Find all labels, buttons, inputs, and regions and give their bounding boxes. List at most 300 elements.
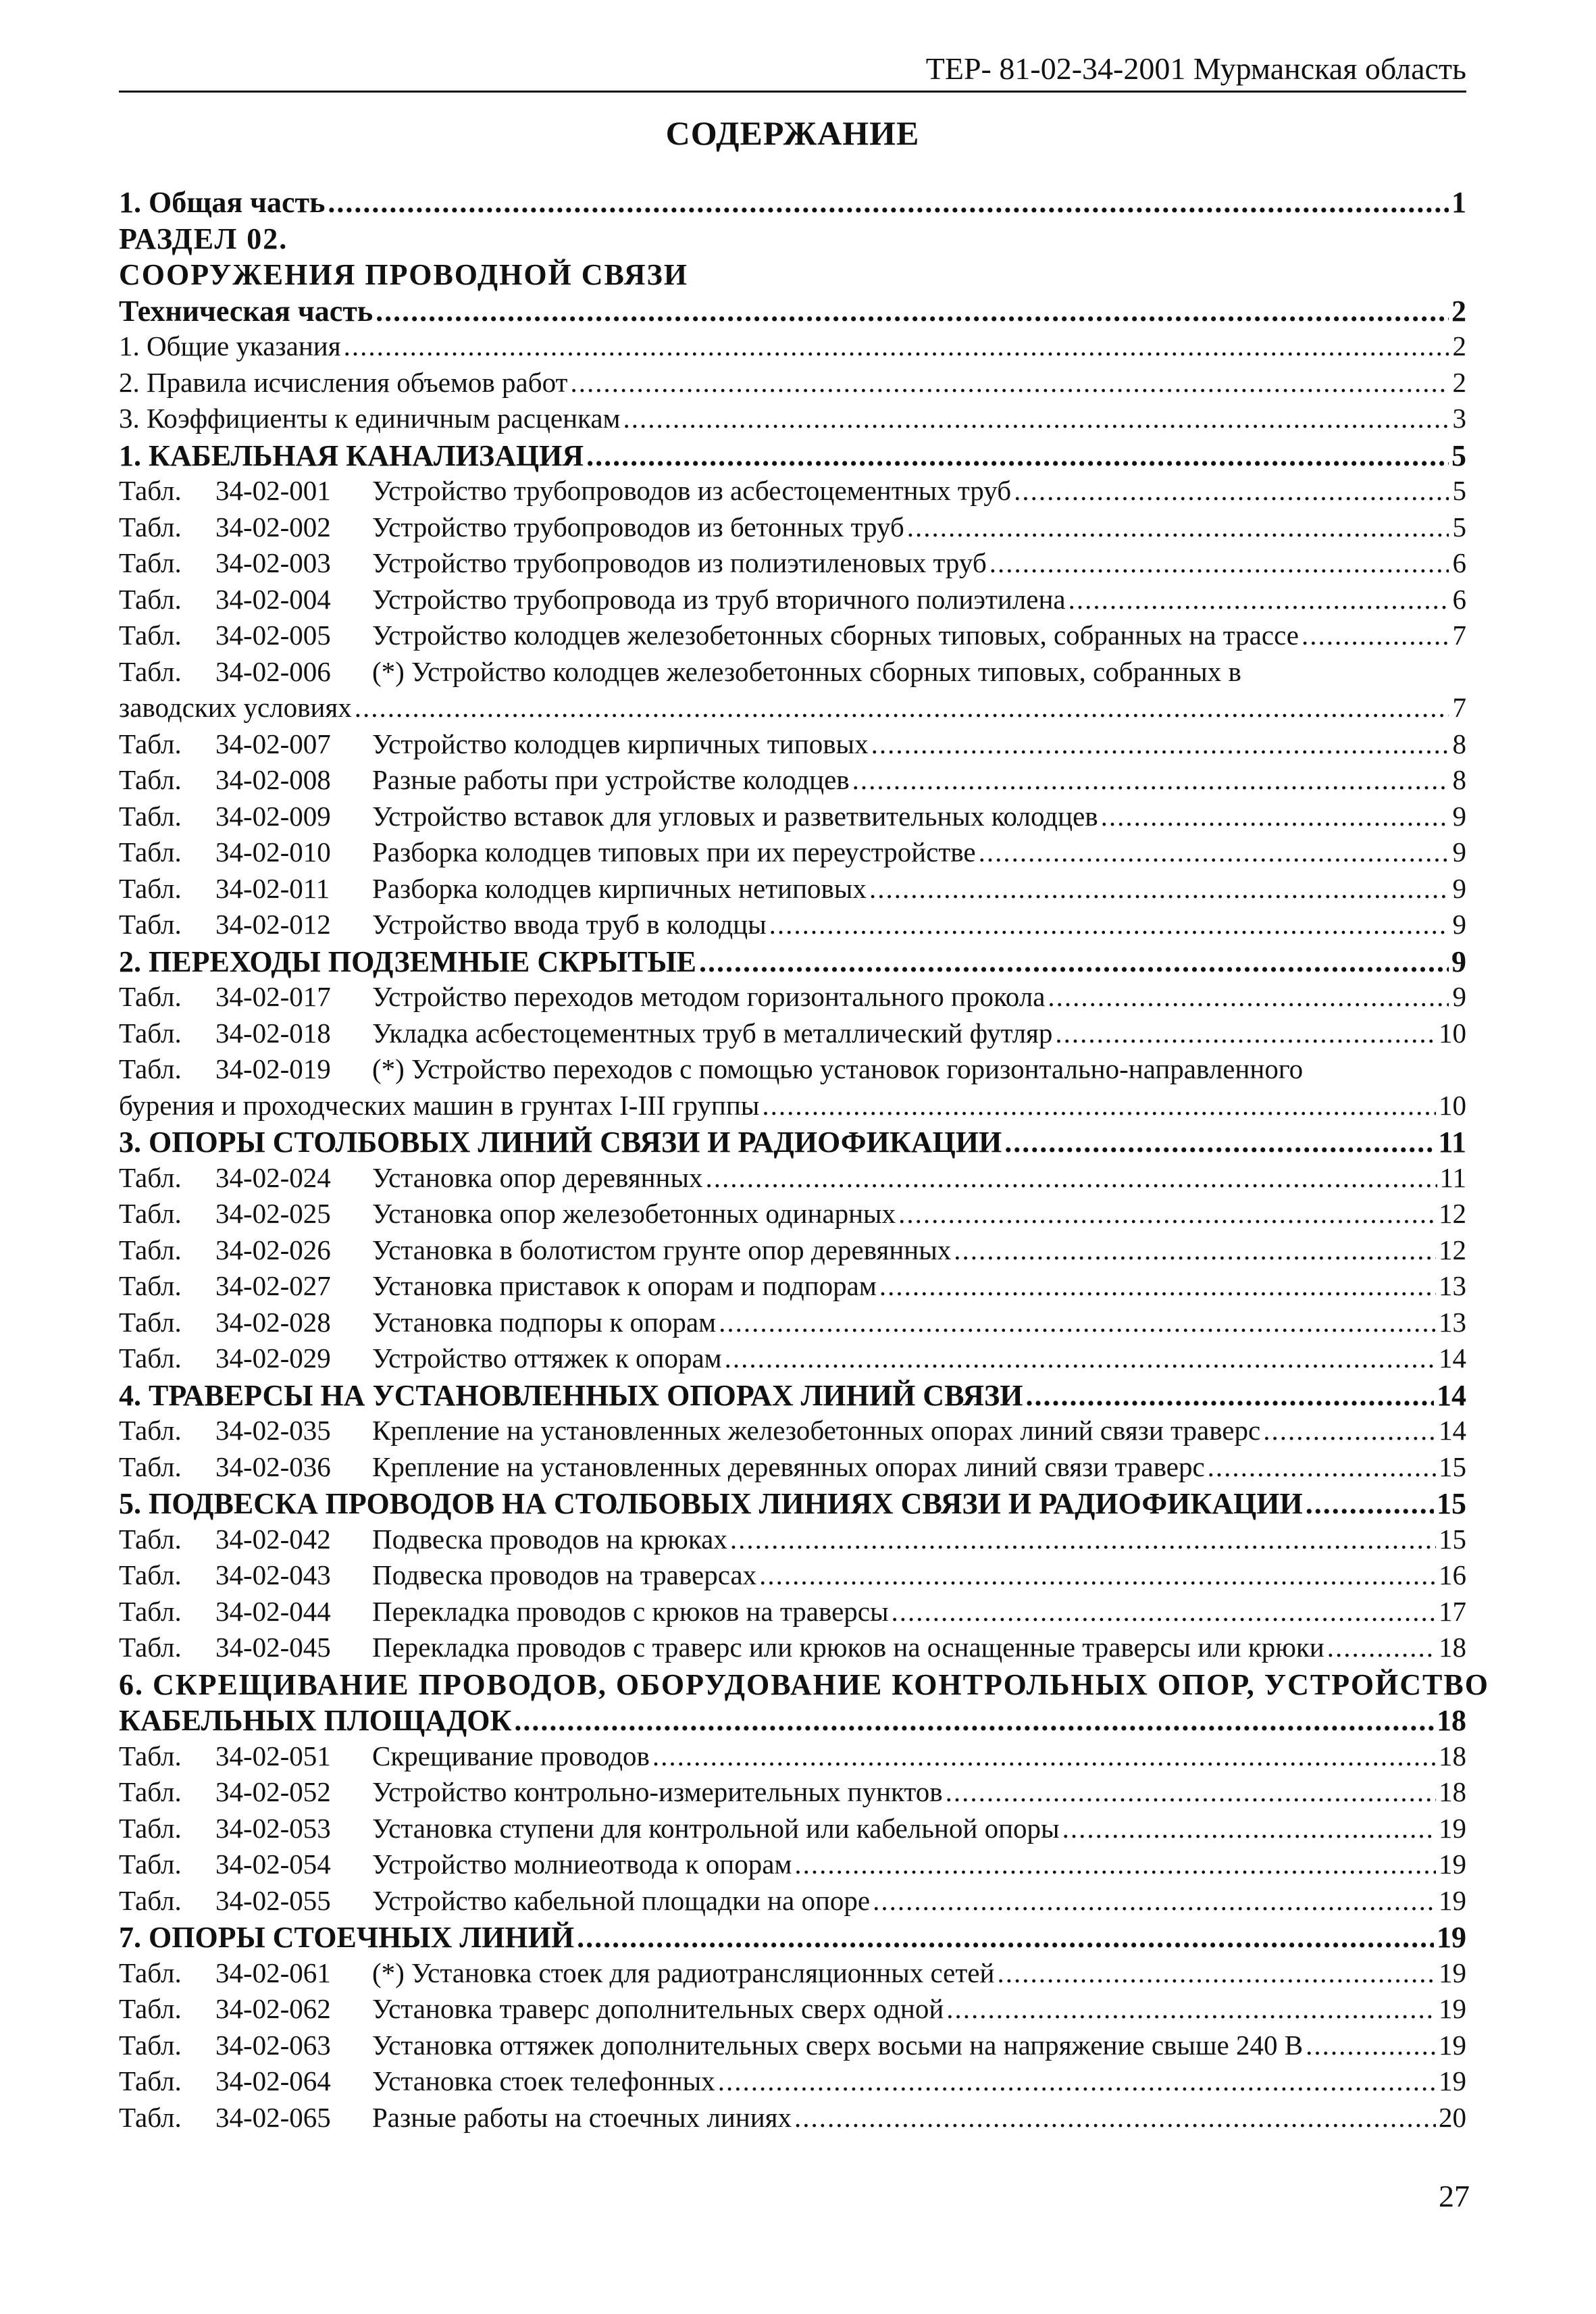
- table-number: 34-02-064: [215, 2065, 331, 2096]
- dot-leader: [1327, 1631, 1436, 1663]
- table-code: [119, 763, 372, 796]
- page-ref: 7: [1452, 692, 1466, 723]
- table-number: 34-02-026: [215, 1234, 331, 1265]
- table-code: [119, 1161, 372, 1194]
- table-code: [119, 583, 372, 615]
- table-code: [119, 2101, 372, 2134]
- toc-entry: [119, 1631, 1466, 1667]
- table-label: Табл.: [119, 1415, 182, 1446]
- toc-entry: [119, 222, 1466, 258]
- entry-title: Крепление на установленных железобетонных опорах линий связи траверс: [372, 1415, 1261, 1446]
- toc-entry: [119, 1992, 1466, 2029]
- dot-leader: [577, 1920, 1434, 1955]
- dot-leader: [954, 1234, 1436, 1266]
- table-number: 34-02-024: [215, 1161, 331, 1193]
- toc-entry-line: [119, 1812, 1466, 1848]
- entry-title: Устройство контрольно-измерительных пунктов: [372, 1776, 943, 1807]
- toc-entry-line: [119, 1595, 1466, 1632]
- entry-title: Установка ступени для контрольной или кабельной опоры: [372, 1812, 1060, 1844]
- dot-leader: [759, 1559, 1436, 1591]
- toc-entry: [119, 474, 1466, 511]
- dot-leader: [873, 1884, 1436, 1917]
- toc-entry: [119, 1667, 1489, 1704]
- dot-leader: [1069, 583, 1449, 615]
- entry-title: Техническая часть: [119, 294, 374, 328]
- dot-leader: [1208, 1451, 1436, 1483]
- entry-title: Установка стоек телефонных: [372, 2065, 715, 2096]
- toc-entry-line: [119, 1197, 1466, 1234]
- dot-leader: [979, 836, 1449, 868]
- toc-entry-line: [119, 1414, 1466, 1451]
- table-code: [119, 1017, 372, 1049]
- table-code: [119, 1451, 372, 1483]
- entry-title: (*) Установка стоек для радиотрансляционных сетей: [372, 1957, 995, 1988]
- toc-entry-line: [119, 1559, 1466, 1595]
- table-code: [119, 1234, 372, 1266]
- table-number: 34-02-002: [215, 511, 331, 543]
- table-code: [119, 1595, 372, 1628]
- page-ref: 8: [1452, 764, 1466, 795]
- dot-leader: [344, 330, 1449, 362]
- dot-leader: [1263, 1414, 1436, 1447]
- page-ref: 2: [1452, 366, 1466, 398]
- toc-entry-line: [119, 1234, 1466, 1270]
- entry-title: Установка оттяжек дополнительных сверх восьми на напряжение свыше 240 В: [372, 2029, 1304, 2061]
- toc-entry: [119, 1740, 1466, 1776]
- toc-entry: [119, 655, 1466, 728]
- page-ref: 18: [1437, 1704, 1466, 1737]
- dot-leader: [794, 2101, 1436, 2134]
- dot-leader: [879, 1269, 1436, 1302]
- table-number: 34-02-051: [215, 1740, 331, 1771]
- table-number: 34-02-018: [215, 1017, 331, 1049]
- toc-entry: [119, 2101, 1466, 2138]
- entry-title: Крепление на установленных деревянных опорах линий связи траверс: [372, 1451, 1205, 1482]
- page-ref: 19: [1439, 2065, 1466, 2096]
- table-label: Табл.: [119, 583, 182, 615]
- table-number: 34-02-065: [215, 2101, 331, 2133]
- toc-entry: [119, 980, 1466, 1017]
- table-code: [119, 1957, 372, 1989]
- dot-leader: [852, 763, 1449, 796]
- table-number: 34-02-052: [215, 1776, 331, 1807]
- toc-entry: [119, 1848, 1466, 1884]
- entry-title: Установка опор деревянных: [372, 1161, 703, 1193]
- table-label: Табл.: [119, 1523, 182, 1555]
- table-code: [119, 1053, 372, 1085]
- page-number: 27: [1439, 2179, 1470, 2213]
- entry-title: Устройство молниеотвода к опорам: [372, 1848, 792, 1880]
- table-label: Табл.: [119, 655, 182, 687]
- table-number: 34-02-063: [215, 2029, 331, 2061]
- table-label: Табл.: [119, 620, 182, 651]
- toc-entry: [119, 366, 1466, 403]
- table-number: 34-02-025: [215, 1198, 331, 1229]
- entry-title: 1. Общая часть: [119, 186, 326, 219]
- toc-entry-line: [119, 872, 1466, 909]
- entry-title: Установка приставок к опорам и подпорам: [372, 1270, 877, 1301]
- entry-title: Установка подпоры к опорам: [372, 1306, 717, 1338]
- page-ref: 19: [1439, 2029, 1466, 2061]
- table-number: 34-02-036: [215, 1451, 331, 1482]
- toc-entry: [119, 908, 1466, 945]
- page-ref: 13: [1439, 1306, 1466, 1338]
- dot-leader: [730, 1523, 1436, 1555]
- toc-entry-line: [119, 728, 1466, 764]
- dot-leader: [718, 2065, 1436, 2097]
- table-code: [119, 2065, 372, 2097]
- toc-entry-line: [119, 185, 1466, 222]
- table-code: [119, 1523, 372, 1555]
- table-code: [119, 1848, 372, 1880]
- table-label: Табл.: [119, 1017, 182, 1049]
- table-code: [119, 655, 372, 688]
- table-number: 34-02-012: [215, 909, 331, 940]
- table-code: [119, 1776, 372, 1808]
- toc-entry: [119, 619, 1466, 655]
- page-ref: 5: [1451, 438, 1466, 472]
- page-ref: 1: [1451, 186, 1466, 219]
- table-number: 34-02-007: [215, 728, 331, 759]
- table-code: [119, 980, 372, 1013]
- page-ref: 5: [1452, 511, 1466, 543]
- table-number: 34-02-017: [215, 981, 331, 1012]
- table-number: 34-02-006: [215, 655, 331, 687]
- table-label: Табл.: [119, 2101, 182, 2133]
- page-ref: 9: [1452, 800, 1466, 832]
- page-ref: 8: [1452, 728, 1466, 759]
- toc-entry: [119, 294, 1466, 330]
- table-code: [119, 800, 372, 832]
- table-number: 34-02-004: [215, 583, 331, 615]
- table-number: 34-02-043: [215, 1559, 331, 1590]
- entry-title: Устройство трубопроводов из асбестоцементных труб: [372, 475, 1012, 506]
- toc-entry-line: [119, 1053, 1466, 1089]
- page-ref: 18: [1439, 1632, 1466, 1663]
- page-ref: 15: [1439, 1451, 1466, 1482]
- entry-title: Устройство оттяжек к опорам: [372, 1342, 722, 1374]
- toc-entry: [119, 1378, 1466, 1415]
- toc-entry: [119, 728, 1466, 764]
- table-code: [119, 1812, 372, 1844]
- toc-entry: [119, 1884, 1466, 1921]
- page-ref: 19: [1439, 1848, 1466, 1880]
- toc-entry: [119, 1451, 1466, 1487]
- entry-title: Устройство трубопроводов из бетонных труб: [372, 511, 904, 543]
- toc-entry: [119, 1414, 1466, 1451]
- page-title: СОДЕРЖАНИЕ: [665, 114, 920, 152]
- toc-entry-line: [119, 691, 1466, 728]
- entry-title: Устройство колодцев железобетонных сборных типовых, собранных на трассе: [372, 620, 1299, 651]
- page-ref: 13: [1439, 1270, 1466, 1301]
- entry-title: Устройство кабельной площадки на опоре: [372, 1884, 871, 1916]
- toc-entry: [119, 1703, 1466, 1740]
- entry-title: Укладка асбестоцементных труб в металлический футляр: [372, 1017, 1053, 1049]
- entry-title: Установка опор железобетонных одинарных: [372, 1198, 896, 1229]
- toc-entry-line: [119, 402, 1466, 438]
- dot-leader: [719, 1306, 1436, 1338]
- table-code: [119, 728, 372, 760]
- table-code: [119, 836, 372, 868]
- entry-title: Установка траверс дополнительных сверх одной: [372, 1993, 944, 2024]
- table-code: [119, 908, 372, 940]
- section-heading: 1. КАБЕЛЬНАЯ КАНАЛИЗАЦИЯ: [119, 438, 584, 472]
- dot-leader: [762, 1089, 1436, 1122]
- table-number: 34-02-053: [215, 1812, 331, 1844]
- toc-entry: [119, 1595, 1466, 1632]
- toc-entry-line: [119, 1451, 1466, 1487]
- table-label: Табл.: [119, 1740, 182, 1771]
- table-number: 34-02-042: [215, 1523, 331, 1555]
- toc-entry-line: [119, 511, 1466, 547]
- toc-entry: [119, 1957, 1466, 1993]
- dot-leader: [794, 1848, 1436, 1880]
- page-ref: 16: [1439, 1559, 1466, 1590]
- table-label: Табл.: [119, 1306, 182, 1338]
- page-ref: 19: [1437, 1921, 1466, 1954]
- dot-leader: [355, 691, 1449, 724]
- toc-entry: [119, 836, 1466, 872]
- toc-entry-line: [119, 1740, 1466, 1776]
- entry-title: Разные работы на стоечных линиях: [372, 2101, 792, 2133]
- page-ref: 18: [1439, 1740, 1466, 1771]
- page-ref: 2: [1451, 294, 1466, 328]
- table-number: 34-02-019: [215, 1053, 331, 1084]
- entry-title-continued: заводских условиях: [119, 692, 352, 723]
- table-label: Табл.: [119, 1559, 182, 1590]
- toc-entry-line: [119, 980, 1466, 1017]
- table-label: Табл.: [119, 2065, 182, 2096]
- page-ref: 9: [1451, 945, 1466, 978]
- dot-leader: [586, 438, 1449, 473]
- entry-title: 2. Правила исчисления объемов работ: [119, 366, 568, 398]
- section-heading: 5. ПОДВЕСКА ПРОВОДОВ НА СТОЛБОВЫХ ЛИНИЯХ СВЯЗИ И РАДИОФИКАЦИИ: [119, 1487, 1303, 1520]
- page-ref: 9: [1452, 872, 1466, 904]
- table-number: 34-02-027: [215, 1270, 331, 1301]
- toc-entry: [119, 945, 1466, 981]
- toc-entry-line: [119, 1957, 1466, 1993]
- entry-title: Устройство трубопроводов из полиэтиленовых труб: [372, 547, 987, 578]
- table-code: [119, 1884, 372, 1917]
- toc-entry: [119, 1306, 1466, 1342]
- toc-entry: [119, 438, 1466, 475]
- table-number: 34-02-045: [215, 1632, 331, 1663]
- dot-leader: [871, 728, 1449, 760]
- entry-title: Устройство вставок для угловых и разветвительных колодцев: [372, 800, 1098, 832]
- page-ref: 9: [1452, 909, 1466, 940]
- entry-title: Устройство колодцев кирпичных типовых: [372, 728, 869, 759]
- dot-leader: [376, 294, 1449, 328]
- toc-entry: [119, 1269, 1466, 1306]
- toc-entry: [119, 583, 1466, 620]
- section-heading: 4. ТРАВЕРСЫ НА УСТАНОВЛЕННЫХ ОПОРАХ ЛИНИЙ СВЯЗИ: [119, 1378, 1023, 1412]
- table-code: [119, 1740, 372, 1772]
- section-heading: РАЗДЕЛ 02.: [119, 222, 288, 255]
- table-label: Табл.: [119, 1053, 182, 1084]
- toc-entry-line: [119, 2101, 1466, 2138]
- page-ref: 19: [1439, 1884, 1466, 1916]
- table-code: [119, 474, 372, 507]
- page-ref: 9: [1452, 981, 1466, 1012]
- toc-entry-line: [119, 1703, 1466, 1740]
- table-code: [119, 872, 372, 905]
- table-code: [119, 1306, 372, 1338]
- toc-entry: [119, 1486, 1466, 1523]
- entry-title: Перекладка проводов с траверс или крюков на оснащенные траверсы или крюки: [372, 1632, 1324, 1663]
- dot-leader: [769, 908, 1449, 940]
- toc-entry: [119, 763, 1466, 800]
- toc-entry-line: [119, 1161, 1466, 1198]
- toc-entry: [119, 1559, 1466, 1595]
- header-text: ТЕР- 81-02-34-2001 Мурманская область: [925, 51, 1466, 86]
- page-ref: 6: [1452, 547, 1466, 578]
- dot-leader: [1014, 474, 1449, 507]
- section-heading: КАБЕЛЬНЫХ ПЛОЩАДОК: [119, 1704, 512, 1737]
- dot-leader: [892, 1595, 1436, 1628]
- toc-entry-line: [119, 1631, 1466, 1667]
- running-header: [119, 50, 1466, 93]
- table-number: 34-02-062: [215, 1993, 331, 2024]
- page-ref: 14: [1439, 1415, 1466, 1446]
- dot-leader: [898, 1197, 1436, 1230]
- table-code: [119, 2029, 372, 2061]
- page-ref: 6: [1452, 583, 1466, 615]
- toc-entry: [119, 330, 1466, 366]
- toc-entry-line: [119, 438, 1466, 475]
- table-label: Табл.: [119, 1776, 182, 1807]
- table-code: [119, 1269, 372, 1302]
- entry-title: 1. Общие указания: [119, 330, 341, 361]
- toc-entry-line: [119, 1269, 1466, 1306]
- toc-entry: [119, 1125, 1466, 1161]
- dot-leader: [725, 1342, 1436, 1374]
- page-ref: 10: [1439, 1089, 1466, 1121]
- table-label: Табл.: [119, 1198, 182, 1229]
- dot-leader: [699, 945, 1449, 979]
- table-number: 34-02-005: [215, 620, 331, 651]
- toc-entry-line: [119, 945, 1466, 981]
- dot-leader: [946, 1776, 1436, 1808]
- section-heading: 3. ОПОРЫ СТОЛБОВЫХ ЛИНИЙ СВЯЗИ И РАДИОФИКАЦИИ: [119, 1126, 1002, 1159]
- table-label: Табл.: [119, 1451, 182, 1482]
- table-label: Табл.: [119, 764, 182, 795]
- toc-entry-line: [119, 836, 1466, 872]
- dot-leader: [1048, 980, 1449, 1013]
- toc-entry: [119, 1161, 1466, 1198]
- table-label: Табл.: [119, 836, 182, 867]
- table-number: 34-02-009: [215, 800, 331, 832]
- dot-leader: [706, 1161, 1437, 1194]
- page-ref: 19: [1439, 1812, 1466, 1844]
- toc-entry-line: [119, 1523, 1466, 1559]
- toc-entry: [119, 511, 1466, 547]
- toc-entry: [119, 1342, 1466, 1378]
- dot-leader: [946, 1992, 1436, 2025]
- page-ref: 5: [1452, 475, 1466, 506]
- dot-leader: [1101, 800, 1449, 832]
- section-heading: 2. ПЕРЕХОДЫ ПОДЗЕМНЫЕ СКРЫТЫЕ: [119, 945, 697, 978]
- entry-title: Устройство переходов методом горизонтального прокола: [372, 981, 1046, 1012]
- page-ref: 11: [1438, 1126, 1466, 1159]
- page-ref: 11: [1439, 1161, 1466, 1193]
- table-code: [119, 1992, 372, 2025]
- page-ref: 14: [1437, 1378, 1466, 1412]
- toc-entry-line: [119, 1089, 1466, 1126]
- table-number: 34-02-003: [215, 547, 331, 578]
- table-code: [119, 1342, 372, 1374]
- dot-leader: [514, 1703, 1434, 1738]
- toc-entry-line: [119, 619, 1466, 655]
- entry-title: Разборка колодцев кирпичных нетиповых: [372, 872, 867, 904]
- table-label: Табл.: [119, 872, 182, 904]
- table-code: [119, 1197, 372, 1230]
- table-label: Табл.: [119, 800, 182, 832]
- entry-title: Подвеска проводов на крюках: [372, 1523, 727, 1555]
- table-code: [119, 511, 372, 543]
- table-label: Табл.: [119, 2029, 182, 2061]
- table-label: Табл.: [119, 547, 182, 578]
- toc-entry-line: [119, 1378, 1466, 1415]
- dot-leader: [1306, 1486, 1434, 1521]
- toc-entry: [119, 257, 1466, 294]
- toc-entry: [119, 1776, 1466, 1812]
- dot-leader: [869, 872, 1449, 905]
- table-number: 34-02-029: [215, 1342, 331, 1374]
- toc-entry-line: [119, 2029, 1466, 2065]
- table-label: Табл.: [119, 981, 182, 1012]
- table-label: Табл.: [119, 475, 182, 506]
- page-ref: 19: [1439, 1993, 1466, 2024]
- toc-entry-line: [119, 1342, 1466, 1378]
- table-of-contents: [119, 185, 1489, 2137]
- toc-entry-line: [119, 2065, 1466, 2101]
- toc-entry-line: [119, 908, 1466, 945]
- toc-entry: [119, 1197, 1466, 1234]
- page-ref: 15: [1439, 1523, 1466, 1555]
- toc-entry-line: [119, 583, 1466, 620]
- toc-entry-line: [119, 800, 1466, 836]
- toc-entry-line: [119, 763, 1466, 800]
- toc-entry-line: [119, 330, 1466, 366]
- table-label: Табл.: [119, 511, 182, 543]
- table-label: Табл.: [119, 1848, 182, 1880]
- entry-title: Устройство ввода труб в колодцы: [372, 909, 767, 940]
- toc-entry: [119, 1234, 1466, 1270]
- table-label: Табл.: [119, 1632, 182, 1663]
- table-label: Табл.: [119, 1161, 182, 1193]
- page-ref: 14: [1439, 1342, 1466, 1374]
- dot-leader: [907, 511, 1449, 543]
- toc-entry: [119, 402, 1466, 438]
- dot-leader: [1025, 1378, 1434, 1413]
- dot-leader: [1306, 2029, 1436, 2061]
- page-ref: 17: [1439, 1595, 1466, 1627]
- toc-entry-line: [119, 294, 1466, 330]
- toc-entry: [119, 1523, 1466, 1559]
- toc-entry: [119, 185, 1466, 222]
- table-label: Табл.: [119, 1342, 182, 1374]
- dot-leader: [989, 547, 1449, 579]
- section-heading: 6. СКРЕЩИВАНИЕ ПРОВОДОВ, ОБОРУДОВАНИЕ КОНТРОЛЬНЫХ ОПОР, УСТРОЙСТВО: [119, 1667, 1489, 1701]
- section-heading: 7. ОПОРЫ СТОЕЧНЫХ ЛИНИЙ: [119, 1921, 575, 1954]
- table-label: Табл.: [119, 1884, 182, 1916]
- toc-entry: [119, 1920, 1466, 1957]
- table-number: 34-02-011: [215, 872, 330, 904]
- toc-entry-line: [119, 1306, 1466, 1342]
- entry-title: Разные работы при устройстве колодцев: [372, 764, 850, 795]
- toc-entry: [119, 1053, 1466, 1125]
- entry-title-continued: бурения и проходческих машин в грунтах I-III группы: [119, 1089, 760, 1121]
